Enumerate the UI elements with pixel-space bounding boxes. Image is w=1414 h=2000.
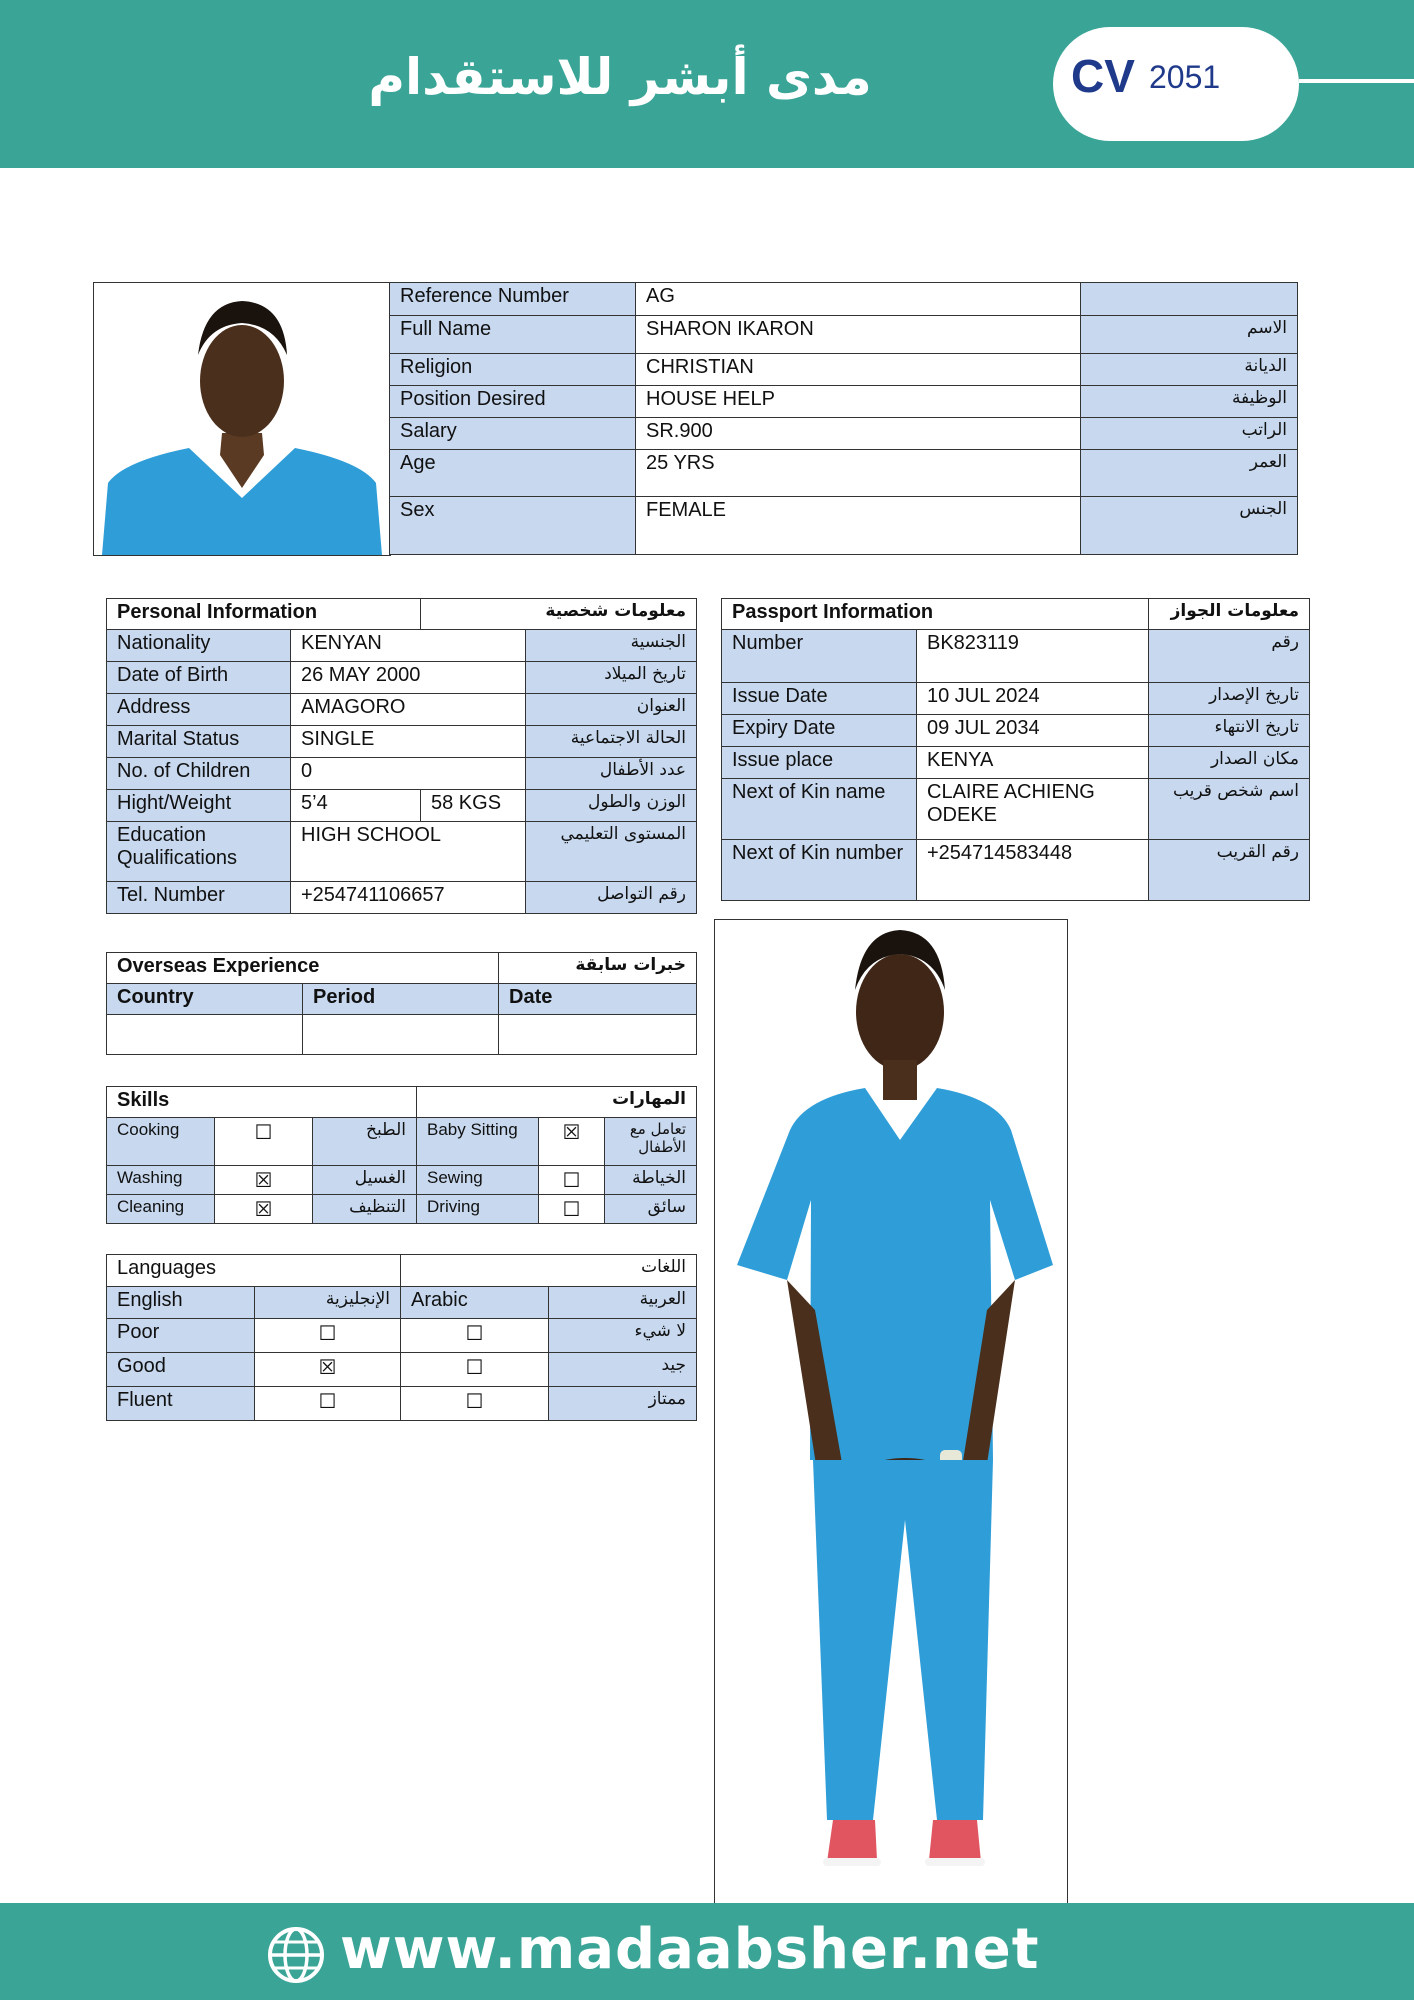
fluent-ar: ممتاز xyxy=(549,1387,697,1421)
age-label: Age xyxy=(390,450,636,497)
issue-place-ar: مكان الصدار xyxy=(1149,747,1310,779)
kin-name-ar: اسم شخص قريب xyxy=(1149,779,1310,840)
period-header: Period xyxy=(303,984,499,1015)
cleaning-label: Cleaning xyxy=(107,1195,215,1224)
portrait-photo xyxy=(93,282,391,556)
nationality-ar: الجنسية xyxy=(526,630,697,662)
personal-info-table xyxy=(106,598,697,914)
table-row xyxy=(107,758,697,790)
position-label: Position Desired xyxy=(390,386,636,418)
children-label: No. of Children xyxy=(107,758,291,790)
good-english-checkbox[interactable]: ☒ xyxy=(255,1353,401,1387)
period-cell xyxy=(303,1015,499,1055)
tel-ar: رقم التواصل xyxy=(526,882,697,914)
footer-bar xyxy=(0,1903,1414,2000)
table-row xyxy=(390,354,1298,386)
issue-date-ar: تاريخ الإصدار xyxy=(1149,683,1310,715)
overseas-title: Overseas Experience xyxy=(107,953,499,984)
baby-sitting-label: Baby Sitting xyxy=(417,1118,539,1166)
driving-checkbox[interactable]: ☐ xyxy=(539,1195,605,1224)
kin-number-label: Next of Kin number xyxy=(722,840,917,901)
education-ar: المستوى التعليمي xyxy=(526,822,697,882)
table-row xyxy=(722,683,1310,715)
weight-value: 58 KGS xyxy=(421,790,526,822)
table-row xyxy=(107,726,697,758)
overseas-table xyxy=(106,952,697,1055)
languages-title-ar: اللغات xyxy=(401,1255,697,1287)
cleaning-ar: التنظيف xyxy=(313,1195,417,1224)
table-row xyxy=(390,386,1298,418)
issue-place-label: Issue place xyxy=(722,747,917,779)
header-bar xyxy=(0,0,1414,168)
washing-ar: الغسيل xyxy=(313,1166,417,1195)
sex-ar: الجنس xyxy=(1081,497,1298,555)
table-row xyxy=(722,840,1310,901)
skills-title-ar: المهارات xyxy=(417,1087,697,1118)
table-row xyxy=(390,450,1298,497)
washing-checkbox[interactable]: ☒ xyxy=(215,1166,313,1195)
table-row xyxy=(107,1319,697,1353)
table-row xyxy=(107,662,697,694)
expiry-date-label: Expiry Date xyxy=(722,715,917,747)
table-row xyxy=(390,283,1298,316)
sex-value: FEMALE xyxy=(636,497,1081,555)
table-row xyxy=(107,1015,697,1055)
table-row xyxy=(107,630,697,662)
tel-label: Tel. Number xyxy=(107,882,291,914)
table-row xyxy=(107,1195,697,1224)
cooking-checkbox[interactable]: ☐ xyxy=(215,1118,313,1166)
children-ar: عدد الأطفال xyxy=(526,758,697,790)
driving-ar: سائق xyxy=(605,1195,697,1224)
languages-table xyxy=(106,1254,697,1421)
kin-name-label: Next of Kin name xyxy=(722,779,917,840)
passport-title-ar: معلومات الجواز xyxy=(1149,599,1310,630)
full-body-photo xyxy=(714,919,1068,1905)
tel-value: +254741106657 xyxy=(291,882,526,914)
passport-number-label: Number xyxy=(722,630,917,683)
sewing-ar: الخياطة xyxy=(605,1166,697,1195)
fluent-english-checkbox[interactable]: ☐ xyxy=(255,1387,401,1421)
fluent-label: Fluent xyxy=(107,1387,255,1421)
salary-ar: الراتب xyxy=(1081,418,1298,450)
country-header: Country xyxy=(107,984,303,1015)
address-ar: العنوان xyxy=(526,694,697,726)
poor-ar: لا شيء xyxy=(549,1319,697,1353)
table-row xyxy=(722,630,1310,683)
poor-arabic-checkbox[interactable]: ☐ xyxy=(401,1319,549,1353)
name-ar: الاسم xyxy=(1081,316,1298,354)
table-row xyxy=(107,953,697,984)
table-row xyxy=(390,316,1298,354)
skills-title: Skills xyxy=(107,1087,417,1118)
education-value: HIGH SCHOOL xyxy=(291,822,526,882)
website-link[interactable]: www.madaabsher.net xyxy=(340,1917,1040,1982)
table-row xyxy=(107,1118,697,1166)
issue-place-value: KENYA xyxy=(917,747,1149,779)
hw-ar: الوزن والطول xyxy=(526,790,697,822)
kin-number-ar: رقم القريب xyxy=(1149,840,1310,901)
marital-label: Marital Status xyxy=(107,726,291,758)
personal-title: Personal Information xyxy=(107,599,421,630)
ref-value: AG xyxy=(636,283,1081,316)
position-value: HOUSE HELP xyxy=(636,386,1081,418)
date-header: Date xyxy=(499,984,697,1015)
age-ar: العمر xyxy=(1081,450,1298,497)
cooking-label: Cooking xyxy=(107,1118,215,1166)
expiry-date-ar: تاريخ الانتهاء xyxy=(1149,715,1310,747)
kin-number-value: +254714583448 xyxy=(917,840,1149,901)
good-ar: جيد xyxy=(549,1353,697,1387)
arabic-ar: العربية xyxy=(549,1287,697,1319)
arabic-label: Arabic xyxy=(401,1287,549,1319)
issue-date-label: Issue Date xyxy=(722,683,917,715)
passport-info-table xyxy=(721,598,1310,901)
ref-label: Reference Number xyxy=(390,283,636,316)
sewing-checkbox[interactable]: ☐ xyxy=(539,1166,605,1195)
fluent-arabic-checkbox[interactable]: ☐ xyxy=(401,1387,549,1421)
table-row xyxy=(107,1353,697,1387)
nationality-label: Nationality xyxy=(107,630,291,662)
passport-number-ar: رقم xyxy=(1149,630,1310,683)
globe-icon xyxy=(266,1925,326,1985)
good-arabic-checkbox[interactable]: ☐ xyxy=(401,1353,549,1387)
hw-label: Hight/Weight xyxy=(107,790,291,822)
washing-label: Washing xyxy=(107,1166,215,1195)
marital-value: SINGLE xyxy=(291,726,526,758)
skills-table xyxy=(106,1086,697,1224)
children-value: 0 xyxy=(291,758,526,790)
religion-label: Religion xyxy=(390,354,636,386)
table-row xyxy=(722,715,1310,747)
languages-title: Languages xyxy=(107,1255,401,1287)
poor-english-checkbox[interactable]: ☐ xyxy=(255,1319,401,1353)
position-ar: الوظيفة xyxy=(1081,386,1298,418)
portrait-image xyxy=(94,283,390,555)
religion-value: CHRISTIAN xyxy=(636,354,1081,386)
driving-label: Driving xyxy=(417,1195,539,1224)
table-row xyxy=(107,1255,697,1287)
passport-title: Passport Information xyxy=(722,599,1149,630)
table-row xyxy=(107,882,697,914)
cv-number: 2051 xyxy=(1149,59,1221,95)
salary-label: Salary xyxy=(390,418,636,450)
table-row xyxy=(107,1166,697,1195)
age-value: 25 YRS xyxy=(636,450,1081,497)
table-row xyxy=(107,790,697,822)
sex-label: Sex xyxy=(390,497,636,555)
religion-ar: الديانة xyxy=(1081,354,1298,386)
sewing-label: Sewing xyxy=(417,1166,539,1195)
table-row xyxy=(390,497,1298,555)
issue-date-value: 10 JUL 2024 xyxy=(917,683,1149,715)
kin-name-value: CLAIRE ACHIENG ODEKE xyxy=(917,779,1149,840)
cleaning-checkbox[interactable]: ☒ xyxy=(215,1195,313,1224)
expiry-date-value: 09 JUL 2034 xyxy=(917,715,1149,747)
cv-badge xyxy=(1053,27,1299,141)
table-row xyxy=(107,599,697,630)
country-cell xyxy=(107,1015,303,1055)
main-info-table xyxy=(389,282,1298,555)
table-row xyxy=(107,984,697,1015)
header-divider xyxy=(1299,79,1414,83)
company-title: مدى أبشر للاستقدام xyxy=(368,48,872,106)
dob-value: 26 MAY 2000 xyxy=(291,662,526,694)
table-row xyxy=(107,1087,697,1118)
table-row xyxy=(390,418,1298,450)
table-row xyxy=(107,694,697,726)
table-row xyxy=(722,599,1310,630)
date-cell xyxy=(499,1015,697,1055)
address-label: Address xyxy=(107,694,291,726)
height-value: 5’4 xyxy=(291,790,421,822)
personal-title-ar: معلومات شخصية xyxy=(421,599,697,630)
table-row xyxy=(107,822,697,882)
cooking-ar: الطبخ xyxy=(313,1118,417,1166)
address-value: AMAGORO xyxy=(291,694,526,726)
english-label: English xyxy=(107,1287,255,1319)
full-body-image xyxy=(715,920,1067,1904)
name-value: SHARON IKARON xyxy=(636,316,1081,354)
table-row xyxy=(107,1287,697,1319)
table-row xyxy=(722,779,1310,840)
english-ar: الإنجليزية xyxy=(255,1287,401,1319)
ref-ar xyxy=(1081,283,1298,316)
baby-sitting-checkbox[interactable]: ☒ xyxy=(539,1118,605,1166)
name-label: Full Name xyxy=(390,316,636,354)
marital-ar: الحالة الاجتماعية xyxy=(526,726,697,758)
table-row xyxy=(107,1387,697,1421)
salary-value: SR.900 xyxy=(636,418,1081,450)
baby-sitting-ar: تعامل مع الأطفال xyxy=(605,1118,697,1166)
table-row xyxy=(722,747,1310,779)
nationality-value: KENYAN xyxy=(291,630,526,662)
poor-label: Poor xyxy=(107,1319,255,1353)
education-label: Education Qualifications xyxy=(107,822,291,882)
dob-ar: تاريخ الميلاد xyxy=(526,662,697,694)
overseas-title-ar: خبرات سابقة xyxy=(499,953,697,984)
cv-label: CV xyxy=(1071,50,1135,102)
passport-number-value: BK823119 xyxy=(917,630,1149,683)
good-label: Good xyxy=(107,1353,255,1387)
dob-label: Date of Birth xyxy=(107,662,291,694)
